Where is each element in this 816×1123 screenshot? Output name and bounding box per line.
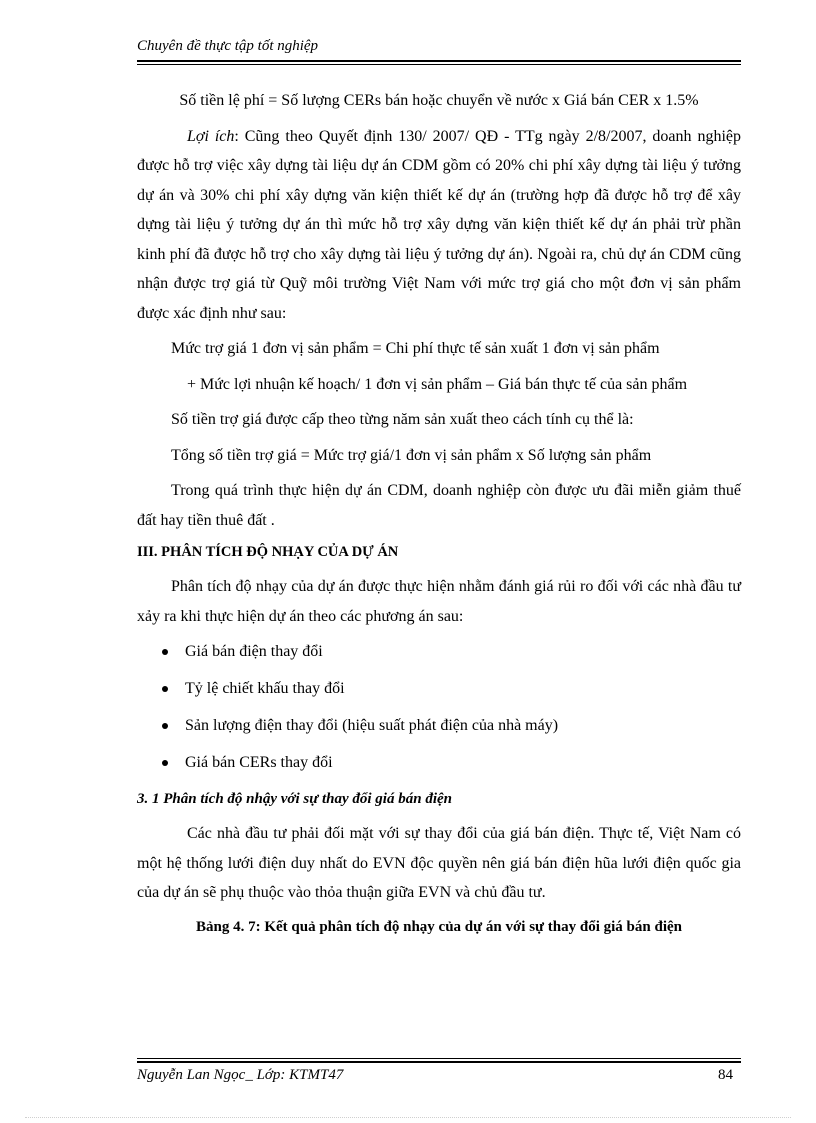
land-tax-paragraph: Trong quá trình thực hiện dự án CDM, doanh nghiệp còn được ưu đãi miễn giảm thuế đất hay tiền thuê đất . <box>137 482 741 529</box>
page-edge-divider <box>25 1117 791 1118</box>
header-rule-thick <box>137 60 741 62</box>
header-rule-thin <box>137 64 741 65</box>
benefit-label: Lợi ích <box>187 127 235 145</box>
footer-rule-thick <box>137 1061 741 1063</box>
section-heading: III. PHÂN TÍCH ĐỘ NHẠY CỦA DỰ ÁN <box>137 544 399 560</box>
subsection-heading: 3. 1 Phân tích độ nhậy với sự thay đổi giá bán điện <box>137 791 452 807</box>
document-body <box>137 86 741 942</box>
table-caption: Bảng 4. 7: Kết quả phân tích độ nhạy của dự án với sự thay đổi giá bán điện <box>195 918 683 935</box>
header-title: Chuyên đề thực tập tốt nghiệp <box>137 38 319 54</box>
list-item: Giá bán điện thay đổi <box>137 633 741 670</box>
benefit-text: : Cũng theo Quyết định 130/ 2007/ QĐ - TTg ngày 2/8/2007, doanh nghiệp được hỗ trợ việc xây dựng tài liệu dự án CDM gồm có 20% chi phí xây dựng tài liệu ý tưởng dự án và 30% chi phí xây dựng văn kiện thiết kế dự án (trường hợp đã được hỗ trợ để xây dựng tài liệu ý tưởng dự án thì mức hỗ trợ xây dựng văn kiện thiết kế dự án phải trừ phần kinh phí đã được hỗ trợ cho xây dựng tài liệu ý tưởng dự án). Ngoài ra, chủ dự án CDM cũng nhận được trợ giá từ Quỹ môi trường Việt Nam với mức trợ giá cho một đơn vị sản phẩm được xác định như sau: <box>137 127 741 322</box>
list-item: Sản lượng điện thay đổi (hiệu suất phát điện của nhà máy) <box>137 707 741 744</box>
bullet-list <box>137 633 741 781</box>
subsection-paragraph: Các nhà đầu tư phải đối mặt với sự thay đổi của giá bán điện. Thực tế, Việt Nam có một hệ thống lưới điện duy nhất do EVN độc quyền nên giá bán điện hũa lưới điện quốc gia của dự án sẽ phụ thuộc vào thỏa thuận giữa EVN và chủ đầu tư. <box>137 825 741 901</box>
fee-formula: Số tiền lệ phí = Số lượng CERs bán hoặc chuyển về nước x Giá bán CER x 1.5% <box>179 92 699 109</box>
bullet-dot-icon <box>162 760 168 766</box>
subsidy-total: Tổng số tiền trợ giá = Mức trợ giá/1 đơn vị sản phẩm x Số lượng sản phẩm <box>171 446 652 464</box>
footer-author: Nguyễn Lan Ngọc_ Lớp: KTMT47 <box>137 1067 344 1083</box>
page-footer <box>137 1067 741 1084</box>
section-intro: Phân tích độ nhạy của dự án được thực hiện nhằm đánh giá rủi ro đối với các nhà đầu tư xảy ra khi thực hiện dự án theo các phương án sau: <box>137 578 741 625</box>
subsidy-formula-2: + Mức lợi nhuận kế hoạch/ 1 đơn vị sản phẩm – Giá bán thực tế của sản phẩm <box>187 375 688 393</box>
page-number: 84 <box>718 1067 733 1083</box>
footer-rule-thin <box>137 1058 741 1059</box>
subsidy-formula-1: Mức trợ giá 1 đơn vị sản phẩm = Chi phí thực tế sản xuất 1 đơn vị sản phẩm <box>171 340 660 357</box>
bullet-dot-icon <box>162 649 168 655</box>
benefit-paragraph <box>137 122 741 329</box>
subsidy-intro: Số tiền trợ giá được cấp theo từng năm sản xuất theo cách tính cụ thể là: <box>171 411 634 428</box>
list-item: Giá bán CERs thay đổi <box>137 744 741 781</box>
bullet-dot-icon <box>162 686 168 692</box>
bullet-dot-icon <box>162 723 168 729</box>
list-item: Tỷ lệ chiết khấu thay đổi <box>137 670 741 707</box>
